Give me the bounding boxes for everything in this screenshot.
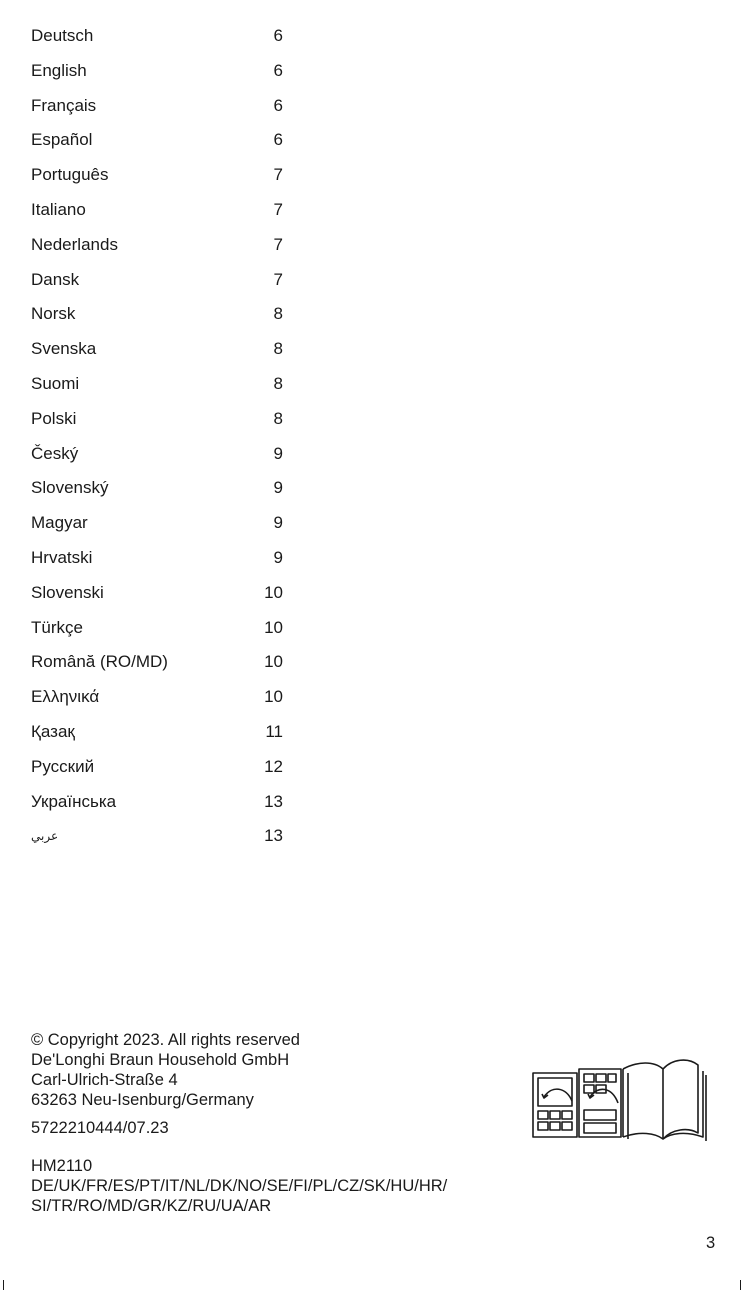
toc-row (31, 443, 291, 478)
toc-language: Suomi (31, 373, 80, 393)
toc-page-number: 6 (273, 26, 283, 45)
toc-language: Polski (31, 408, 77, 428)
toc-language: Türkçe (31, 617, 83, 637)
toc-row (31, 651, 291, 686)
toc-row (31, 60, 291, 95)
toc-language: Русский (31, 756, 95, 776)
toc-page-number: 6 (273, 130, 283, 150)
toc-page-number: 6 (273, 60, 283, 80)
toc-page-number: 7 (273, 234, 283, 254)
toc-row (31, 825, 291, 860)
toc-page-number: 12 (264, 756, 283, 776)
toc-page-number: 9 (273, 547, 283, 567)
toc-row (31, 791, 291, 826)
booklet-fold-out-icon (530, 1055, 712, 1143)
street-address: Carl-Ulrich-Straße 4 (31, 1071, 178, 1089)
toc-language: Nederlands (31, 234, 118, 254)
toc-page-number: 10 (264, 652, 283, 672)
toc-language: عربي (31, 829, 59, 844)
toc-language: Português (31, 165, 109, 185)
toc-row (31, 756, 291, 791)
toc-page-number: 8 (273, 373, 283, 393)
toc-row (31, 338, 291, 373)
toc-page-number: 7 (273, 269, 283, 289)
toc-language: Қазақ (31, 721, 75, 741)
toc-row (31, 477, 291, 512)
toc-language: English (31, 60, 87, 80)
toc-language: Magyar (31, 513, 88, 533)
toc-row (31, 303, 291, 338)
copyright-text: © Copyright 2023. All rights reserved (31, 1031, 300, 1049)
toc-page-number: 9 (273, 513, 283, 533)
toc-language: Română (RO/MD) (31, 652, 168, 672)
toc-language: Español (31, 130, 93, 150)
toc-row (31, 95, 291, 130)
language-index (31, 25, 291, 860)
toc-row (31, 373, 291, 408)
toc-page-number: 10 (264, 617, 283, 637)
toc-language: Svenska (31, 339, 97, 359)
toc-page-number: 13 (264, 791, 283, 811)
toc-row (31, 269, 291, 304)
toc-language: Français (31, 95, 97, 115)
document-number: 5722210444/07.23 (31, 1119, 169, 1137)
page-number: 3 (706, 1234, 716, 1252)
toc-language: Dansk (31, 269, 80, 289)
toc-page-number: 10 (264, 582, 283, 602)
toc-row (31, 686, 291, 721)
toc-row (31, 164, 291, 199)
country-codes-line-1: DE/UK/FR/ES/PT/IT/NL/DK/NO/SE/FI/PL/CZ/SK/HU/HR/ (31, 1177, 448, 1195)
toc-language: Hrvatski (31, 547, 93, 567)
toc-row (31, 617, 291, 652)
toc-page-number: 7 (273, 199, 283, 219)
toc-page-number: 8 (273, 408, 283, 428)
toc-language: Українська (31, 791, 117, 811)
toc-language: Ελληνικά (31, 687, 100, 707)
toc-language: Český (31, 443, 79, 463)
toc-page-number: 11 (265, 721, 283, 741)
toc-page-number: 6 (273, 95, 283, 115)
country-codes-line-2: SI/TR/RO/MD/GR/KZ/RU/UA/AR (31, 1197, 272, 1215)
toc-row (31, 25, 291, 60)
crop-mark-right (740, 1280, 741, 1290)
toc-page-number: 9 (273, 478, 283, 498)
toc-row (31, 129, 291, 164)
toc-page-number: 8 (273, 339, 283, 359)
toc-language: Slovenský (31, 478, 109, 498)
toc-language: Slovenski (31, 582, 104, 602)
toc-language: Deutsch (31, 26, 94, 45)
toc-row (31, 408, 291, 443)
toc-page-number: 10 (264, 687, 283, 707)
toc-row (31, 199, 291, 234)
toc-page-number: 7 (273, 165, 283, 185)
toc-page-number: 8 (273, 304, 283, 324)
model-number: HM2110 (31, 1157, 93, 1175)
model-block (31, 1156, 447, 1216)
toc-language: Italiano (31, 199, 86, 219)
toc-row (31, 512, 291, 547)
toc-language: Norsk (31, 304, 76, 324)
city-address: 63263 Neu-Isenburg/Germany (31, 1091, 254, 1109)
toc-row (31, 547, 291, 582)
toc-row (31, 234, 291, 269)
toc-page-number: 13 (264, 826, 283, 846)
company-name: De'Longhi Braun Household GmbH (31, 1051, 290, 1069)
footer-address-block (31, 1030, 447, 1216)
crop-mark-left (3, 1280, 4, 1290)
toc-page-number: 9 (273, 443, 283, 463)
toc-row (31, 721, 291, 756)
toc-row (31, 582, 291, 617)
